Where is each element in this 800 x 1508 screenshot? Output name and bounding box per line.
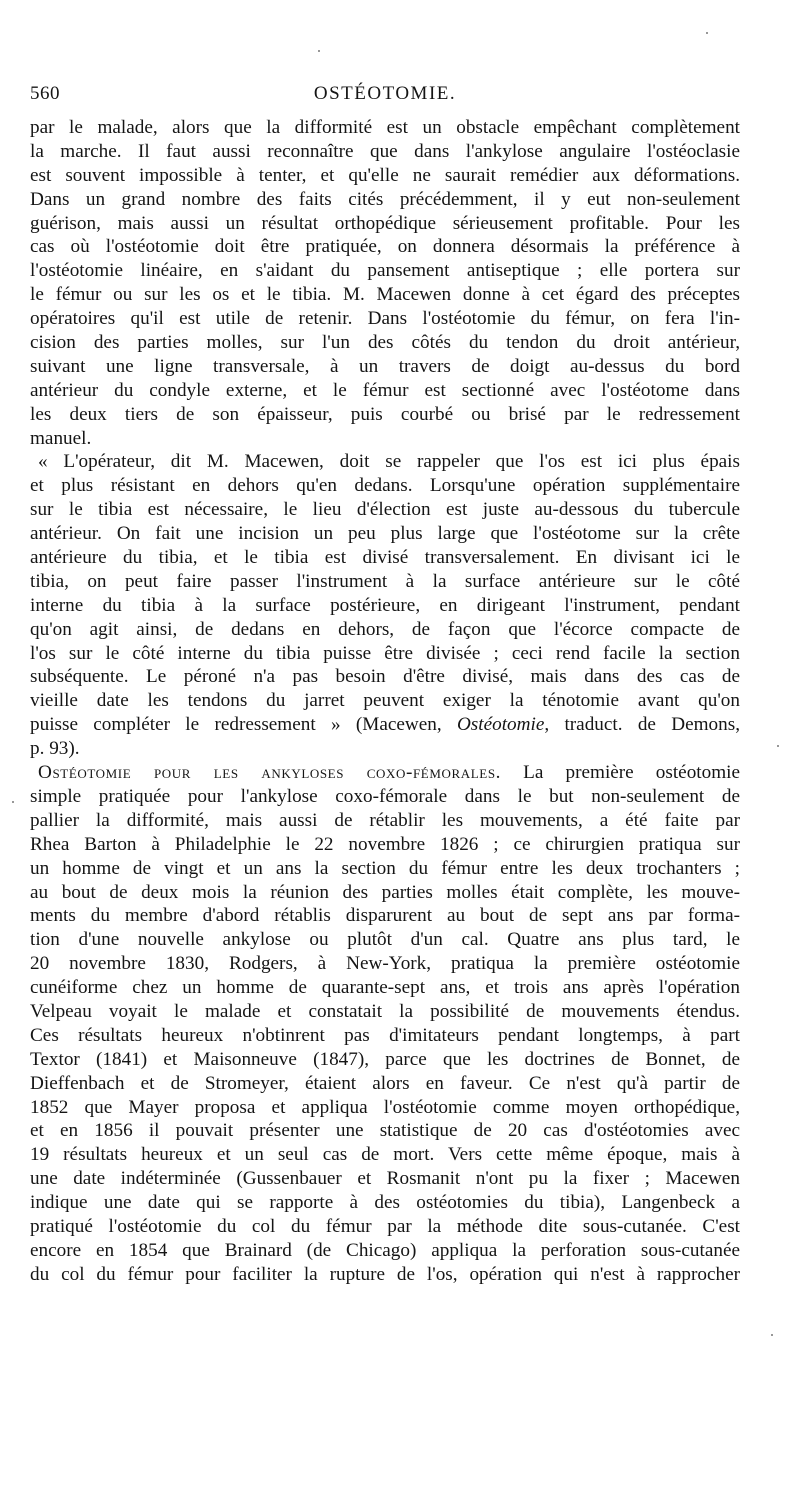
text-line: est souvent impossible à tenter, et qu'elle ne saurait remédier aux déformations.: [30, 164, 740, 186]
text-line: vieille date les tendons du jarret peuvent exiger la ténotomie avant qu'on: [30, 690, 740, 712]
text-line: du col du fémur pour faciliter la rupture de l'os, opération qui n'est à rapprocher: [30, 1263, 740, 1285]
page-number: 560: [30, 83, 60, 104]
citation-rest: , traduct. de Demons,: [544, 714, 741, 736]
text-line: Rhea Barton à Philadelphie le 22 novembre 1826 ; ce chirurgien pratiqua sur: [30, 833, 740, 855]
text-line: Ces résultats heureux n'obtinrent pas d'imitateurs pendant longtemps, à part: [30, 1024, 740, 1046]
text-line: pallier la difformité, mais aussi de rétablir les mouvements, a été faite par: [30, 809, 740, 831]
text-line: sur le tibia est nécessaire, le lieu d'élection est juste au-dessous du tubercule: [30, 499, 740, 521]
paragraph-3: [30, 761, 740, 1287]
text-line: p. 93).: [30, 738, 80, 760]
scan-speck: [12, 801, 14, 803]
body-text: [30, 116, 740, 1287]
text-line: encore en 1854 que Brainard (de Chicago) appliqua la perforation sous-cutanée: [30, 1239, 740, 1261]
text-line: subséquente. Le péroné n'a pas besoin d'être divisé, mais dans des cas de: [30, 666, 740, 688]
text-line: 19 résultats heureux et un seul cas de mort. Vers cette même époque, mais à: [30, 1144, 740, 1166]
text-line-start: puisse compléter le redressement » (Macewen,: [30, 714, 442, 736]
text-line: suivant une ligne transversale, à un travers de doigt au-dessus du bord: [30, 355, 740, 377]
text-line: pratiqué l'ostéotomie du col du fémur par la méthode dite sous-cutanée. C'est: [30, 1215, 740, 1237]
text-line: 1852 que Mayer proposa et appliqua l'ostéotomie comme moyen orthopédique,: [30, 1096, 740, 1118]
page-header: [30, 83, 740, 109]
text-line: ments du membre d'abord rétablis disparurent au bout de sept ans par forma-: [30, 905, 740, 927]
text-line-with-citation: [30, 713, 740, 737]
text-line: qu'on agit ainsi, de dedans en dehors, de façon que l'écorce compacte de: [30, 618, 740, 640]
scan-speck: [777, 745, 779, 747]
text-line: un homme de vingt et un ans la section du fémur entre les deux trochanters ;: [30, 857, 740, 879]
text-line: Velpeau voyait le malade et constatait la possibilité de mouvements étendus.: [30, 1000, 740, 1022]
text-line: antérieure du tibia, et le tibia est divisé transversalement. En divisant ici le: [30, 547, 740, 569]
citation-title: Ostéotomie: [456, 714, 545, 736]
text-line: cunéiforme chez un homme de quarante-sept ans, et trois ans après l'opération: [30, 977, 740, 999]
text-line: par le malade, alors que la difformité est un obstacle empêchant complètement: [30, 117, 740, 138]
section-heading-line: [30, 761, 740, 785]
paragraph-2-quotation: [30, 450, 740, 761]
scan-speck: [771, 1334, 773, 1336]
text-line: opératoires qu'il est utile de retenir. Dans l'ostéotomie du fémur, on fera l'in-: [30, 308, 740, 330]
text-line: l'ostéotomie linéaire, en s'aidant du pansement antiseptique ; elle portera sur: [30, 260, 740, 282]
text-line: la marche. Il faut aussi reconnaître que dans l'ankylose angulaire l'ostéoclasie: [30, 140, 740, 162]
text-line: les deux tiers de son épaisseur, puis courbé ou brisé par le redressement: [30, 403, 740, 425]
text-line: cas où l'ostéotomie doit être pratiquée, on donnera désormais la préférence à: [30, 236, 740, 258]
paragraph-1: [30, 116, 740, 450]
text-line: tion d'une nouvelle ankylose ou plutôt d'un cal. Quatre ans plus tard, le: [30, 929, 740, 951]
text-line: indique une date qui se rapporte à des ostéotomies du tibia), Langenbeck a: [30, 1192, 740, 1214]
text-line: Dans un grand nombre des faits cités précédemment, il y eut non-seulement: [30, 188, 740, 210]
text-line: antérieur du condyle externe, et le fémur est sectionné avec l'ostéotome dans: [30, 379, 740, 401]
text-line: tibia, on peut faire passer l'instrument à la surface antérieure sur le côté: [30, 570, 740, 592]
text-line: cision des parties molles, sur l'un des côtés du tendon du droit antérieur,: [30, 332, 740, 354]
text-line: Textor (1841) et Maisonneuve (1847), parce que les doctrines de Bonnet, de: [30, 1048, 740, 1070]
section-heading-rest: La première ostéotomie: [501, 762, 740, 784]
text-line: au bout de deux mois la réunion des parties molles était complète, les mouve-: [30, 881, 740, 903]
text-line: Dieffenbach et de Stromeyer, étaient alors en faveur. Ce n'est qu'à partir de: [30, 1072, 740, 1094]
text-line: le fémur ou sur les os et le tibia. M. Macewen donne à cet égard des préceptes: [30, 284, 740, 306]
text-line: guérison, mais aussi un résultat orthopédique sérieusement profitable. Pour les: [30, 212, 740, 234]
text-line: interne du tibia à la surface postérieure, en dirigeant l'instrument, pendant: [30, 594, 740, 616]
text-line: et plus résistant en dehors qu'en dedans. Lorsqu'une opération supplémentaire: [30, 475, 740, 497]
section-heading: Ostéotomie pour les ankyloses coxo-fémorales.: [38, 762, 502, 784]
text-line: une date indéterminée (Gussenbauer et Rosmanit n'ont pu la fixer ; Macewen: [30, 1168, 740, 1190]
scan-speck: [318, 50, 320, 52]
text-line: manuel.: [30, 427, 92, 449]
text-line: antérieur. On fait une incision un peu plus large que l'ostéotome sur la crête: [30, 523, 740, 545]
text-line: l'os sur le côté interne du tibia puisse être divisée ; ceci rend facile la section: [30, 642, 740, 664]
text-line: simple pratiquée pour l'ankylose coxo-fémorale dans le but non-seulement de: [30, 785, 740, 807]
scan-speck: [706, 32, 708, 34]
text-line: « L'opérateur, dit M. Macewen, doit se rappeler que l'os est ici plus épais: [38, 451, 740, 473]
running-title: OSTÉOTOMIE.: [313, 83, 457, 104]
text-line: 20 novembre 1830, Rodgers, à New-York, pratiqua la première ostéotomie: [30, 953, 740, 975]
text-line: et en 1856 il pouvait présenter une statistique de 20 cas d'ostéotomies avec: [30, 1120, 740, 1142]
